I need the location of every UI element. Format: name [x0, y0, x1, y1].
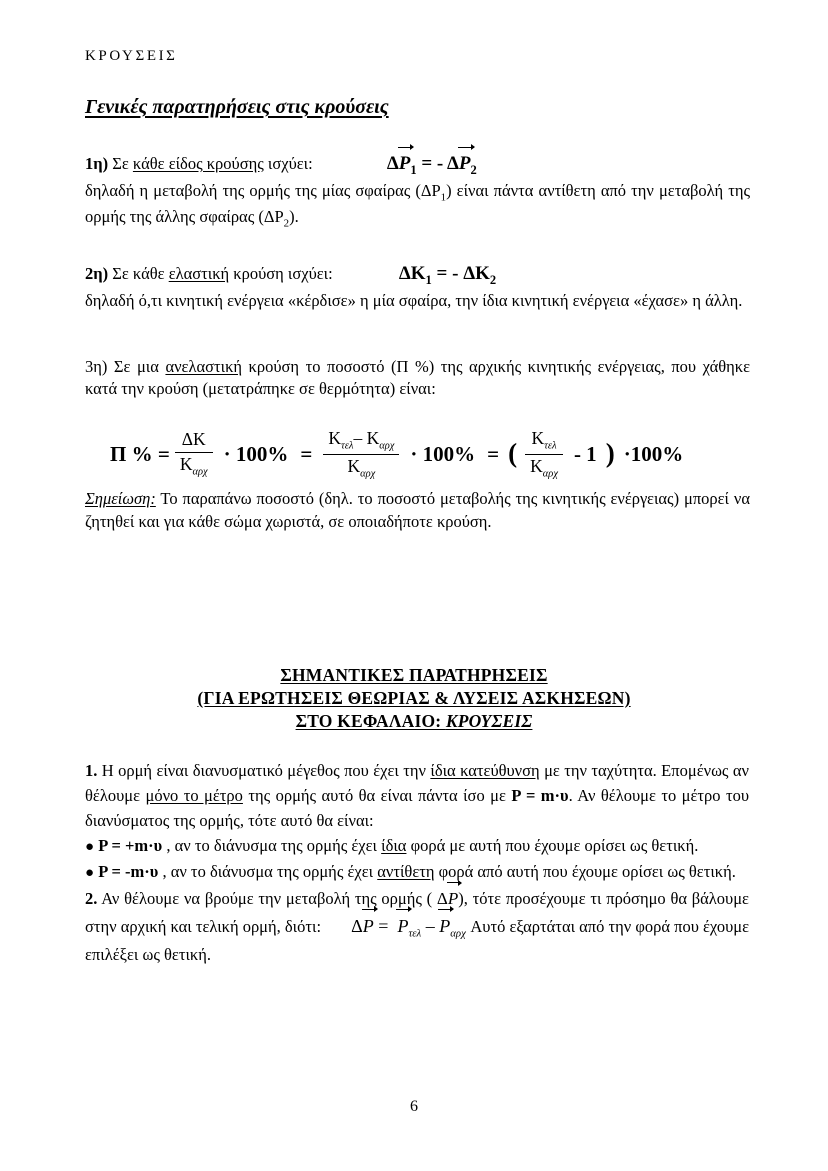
item-1-number: 1η) [85, 154, 109, 173]
minus-one: - 1 [573, 441, 597, 466]
p-initial: P [439, 915, 451, 936]
open-paren: ( [508, 438, 518, 469]
k-base: K [179, 454, 193, 475]
bullet-1-a: , αν το διάνυσμα της ορμής έχει [162, 836, 382, 856]
paragraph-1-formula: P = m·υ [511, 786, 569, 806]
bullet-1-dot: ● [85, 839, 95, 856]
bullet-2-b: φορά από αυτή που έχουμε ορίσει ως θετική. [434, 862, 736, 882]
subscript-1: 1 [410, 162, 417, 177]
bullet-2-underline: αντίθετη [377, 862, 435, 882]
subscript-2: 2 [470, 162, 477, 177]
subscript-k1: 1 [425, 272, 432, 287]
heading-line-3-wrap [296, 711, 533, 731]
p-inline: P [447, 888, 459, 908]
k-subscript-2: αρχ [360, 468, 376, 480]
note-label: Σημείωση: [85, 489, 156, 508]
item-2-equation [399, 261, 496, 288]
heading-line-2 [0, 687, 828, 710]
percentage-loss-formula [110, 428, 689, 480]
item-1-body-part-1: δηλαδή η μεταβολή της ορμής της μίας σφαίρας (ΔP [85, 181, 441, 201]
vector-p1 [399, 150, 411, 176]
k-subscript: αρχ [192, 466, 208, 478]
item-1-sub-1: 1 [440, 191, 447, 204]
fraction-2 [323, 428, 399, 480]
paragraph-1-c: της ορμής αυτό θα είναι πάντα ίσο με [242, 786, 512, 806]
observation-item-3 [85, 356, 750, 401]
fraction-1-numerator: ΔK [181, 429, 206, 450]
running-header: ΚΡΟΥΣΕΙΣ [85, 48, 178, 64]
heading-line-1-text: ΣΗΜΑΝΤΙΚΕΣ ΠΑΡΑΤΗΡΗΣΕΙΣ [280, 665, 548, 685]
paragraph-1-b: με την ταχύτητα. Επομένως αν θέλουμε [85, 761, 749, 806]
k-final-base: K [328, 428, 341, 448]
bullet-2 [85, 859, 749, 885]
delta-symbol-2: Δ [446, 153, 459, 174]
delta-inline: Δ [436, 888, 448, 908]
fraction-2-denominator [342, 456, 380, 481]
heading-line-3 [0, 710, 828, 733]
paragraph-2-number: 2. [85, 888, 98, 908]
bullet-2-a: , αν το διάνυσμα της ορμής έχει [158, 862, 378, 882]
section-title: Γενικές παρατηρήσεις στις κρούσεις [85, 96, 389, 118]
delta-eq: Δ [351, 915, 363, 936]
equals-1: = [300, 441, 313, 466]
k-final-base-3: K [531, 428, 545, 448]
paragraph-1-underline-1: ίδια κατεύθυνση [430, 761, 540, 780]
observation-item-2 [85, 261, 750, 313]
minus-k-initial: – K [353, 428, 380, 448]
delta-p-inline [437, 889, 458, 908]
item-3-lead [85, 356, 750, 401]
bullet-1 [85, 833, 749, 859]
subscript-k2: 2 [489, 272, 497, 287]
important-notes-heading [0, 664, 828, 732]
p-final: P [397, 915, 409, 936]
k-symbol-2: K [475, 263, 490, 284]
lower-body [85, 758, 749, 967]
fraction-2-numerator [323, 428, 399, 453]
fraction-3-denominator [525, 456, 563, 481]
vector-p2 [459, 150, 471, 176]
k-symbol-1: K [410, 263, 426, 284]
vector-p-initial [439, 912, 450, 940]
fraction-1-denominator [175, 454, 213, 479]
multiply-100-3: ·100% [623, 441, 684, 466]
paragraph-2 [85, 885, 749, 967]
item-1-lead-before: Σε [112, 154, 133, 173]
item-2-lead-before: Σε κάθε [112, 264, 169, 283]
item-3-lead-after: κρούση το ποσοστό (Π %) της αρχικής κινητικής ενέργειας, που χάθηκε κατά την κρούση (μετατράπηκε σε θερμότητα) είναι: [85, 357, 751, 399]
delta-symbol: Δ [386, 153, 399, 174]
note-text: Το παραπάνω ποσοστό (δηλ. το ποσοστό μεταβολής της κινητικής ενέργειας) μπορεί να ζητηθεί και για κάθε σώμα χωριστά, σε οποιαδήποτε κρούση. [85, 489, 750, 531]
paragraph-1-underline-2: μόνο το μέτρο [145, 786, 243, 806]
item-1-lead-underlined: κάθε είδος κρούσης [132, 154, 264, 173]
heading-line-3-chapter: ΚΡΟΥΣΕΙΣ [445, 710, 533, 731]
multiply-100-1: · 100% [223, 441, 289, 466]
item-2-lead [85, 261, 750, 288]
bullet-1-b: φορά με αυτή που έχουμε ορίσει ως θετική. [406, 836, 699, 856]
p-final-subscript: τελ [408, 927, 422, 940]
close-paren: ) [605, 438, 615, 469]
delta-symbol-k2: Δ [463, 263, 476, 284]
item-1-sub-2: 2 [283, 216, 290, 229]
bullet-2-dot: ● [85, 865, 95, 882]
p-symbol: P [398, 153, 411, 174]
fraction-2-bar [323, 454, 399, 455]
paragraph-1 [85, 758, 749, 833]
heading-line-3-prefix: ΣΤΟ ΚΕΦΑΛΑΙΟ: [295, 710, 446, 731]
item-1-lead [85, 150, 750, 178]
page-number: 6 [410, 1098, 418, 1115]
item-2-body: δηλαδή ό,τι κινητική ενέργεια «κέρδισε» η μία σφαίρα, την ίδια κινητική ενέργεια «έχασε» η άλλη. [85, 291, 743, 311]
vector-p-final [397, 912, 408, 940]
paragraph-1-a: Η ορμή είναι διανυσματικό μέγεθος που έχει την [97, 761, 431, 780]
relation-symbol: = - [421, 153, 444, 174]
fraction-3-bar [525, 454, 563, 455]
formula-lhs: Π % = [110, 441, 170, 466]
p-symbol-2: P [458, 153, 471, 174]
item-3-number: 3η) [85, 357, 108, 376]
bullet-2-formula: P = -m·υ [98, 862, 159, 882]
k-base-3: K [530, 455, 543, 476]
k-final-subscript: τελ [341, 440, 354, 452]
relation-symbol-k: = - [436, 263, 459, 284]
heading-line-2-text: (ΓΙΑ ΕΡΩΤΗΣΕΙΣ ΘΕΩΡΙΑΣ & ΛΥΣΕΙΣ ΑΣΚΗΣΕΩΝ) [197, 687, 631, 708]
item-1-body-part-3: ). [289, 206, 299, 226]
item-1-lead-after: ισχύει: [263, 154, 313, 173]
item-2-lead-after: κρούση ισχύει: [229, 264, 333, 283]
delta-symbol-k1: Δ [398, 263, 411, 284]
equals-p2: = [378, 915, 389, 936]
paragraph-2-a: Αν θέλουμε να βρούμε την μεταβολή της ορμής ( [97, 888, 437, 908]
paragraph-1-number: 1. [85, 761, 98, 780]
note-block [85, 488, 750, 534]
k-subscript-3: αρχ [542, 468, 558, 480]
paragraph-2-c: Αυτό εξαρτάται από την φορά που έχουμε επιλέξει ως θετική. [85, 916, 750, 964]
fraction-3 [525, 428, 563, 480]
item-1-body-part-2: ) είναι πάντα αντίθετη από την μεταβολή της ορμής της άλλης σφαίρας (ΔP [85, 181, 750, 226]
item-1-body [85, 180, 750, 230]
observation-item-1 [85, 150, 750, 231]
multiply-100-2: · 100% [410, 441, 476, 466]
k-final-subscript-3: τελ [544, 440, 557, 452]
item-1-equation [387, 150, 477, 178]
paragraph-2-b: ), τότε προσέχουμε τι πρόσημο θα βάλουμε στην αρχική και τελική ορμή, διότι: [85, 888, 749, 936]
item-3-lead-underlined: ανελαστική [165, 357, 243, 376]
minus-p2: – [425, 915, 435, 936]
item-2-lead-underlined: ελαστική [168, 264, 230, 283]
item-3-lead-before: Σε μια [113, 357, 166, 376]
heading-line-1 [0, 664, 828, 687]
paragraph-2-equation [351, 915, 470, 940]
p-initial-subscript: αρχ [450, 927, 466, 940]
item-2-number: 2η) [85, 264, 109, 283]
fraction-1 [175, 429, 213, 479]
equals-2: = [487, 441, 500, 466]
paragraph-1-d: . Αν θέλουμε το μέτρο του διανύσματος της ορμής, τότε αυτό θα είναι: [85, 786, 750, 831]
bullet-1-formula: P = +m·υ [98, 836, 163, 856]
fraction-3-numerator [526, 428, 561, 453]
vector-delta-p [363, 912, 374, 940]
k-base-2: K [347, 455, 361, 476]
k-initial-subscript: αρχ [379, 440, 395, 452]
fraction-1-bar [175, 452, 213, 453]
bullet-1-underline: ίδια [381, 836, 407, 856]
p-delta: P [362, 915, 374, 936]
